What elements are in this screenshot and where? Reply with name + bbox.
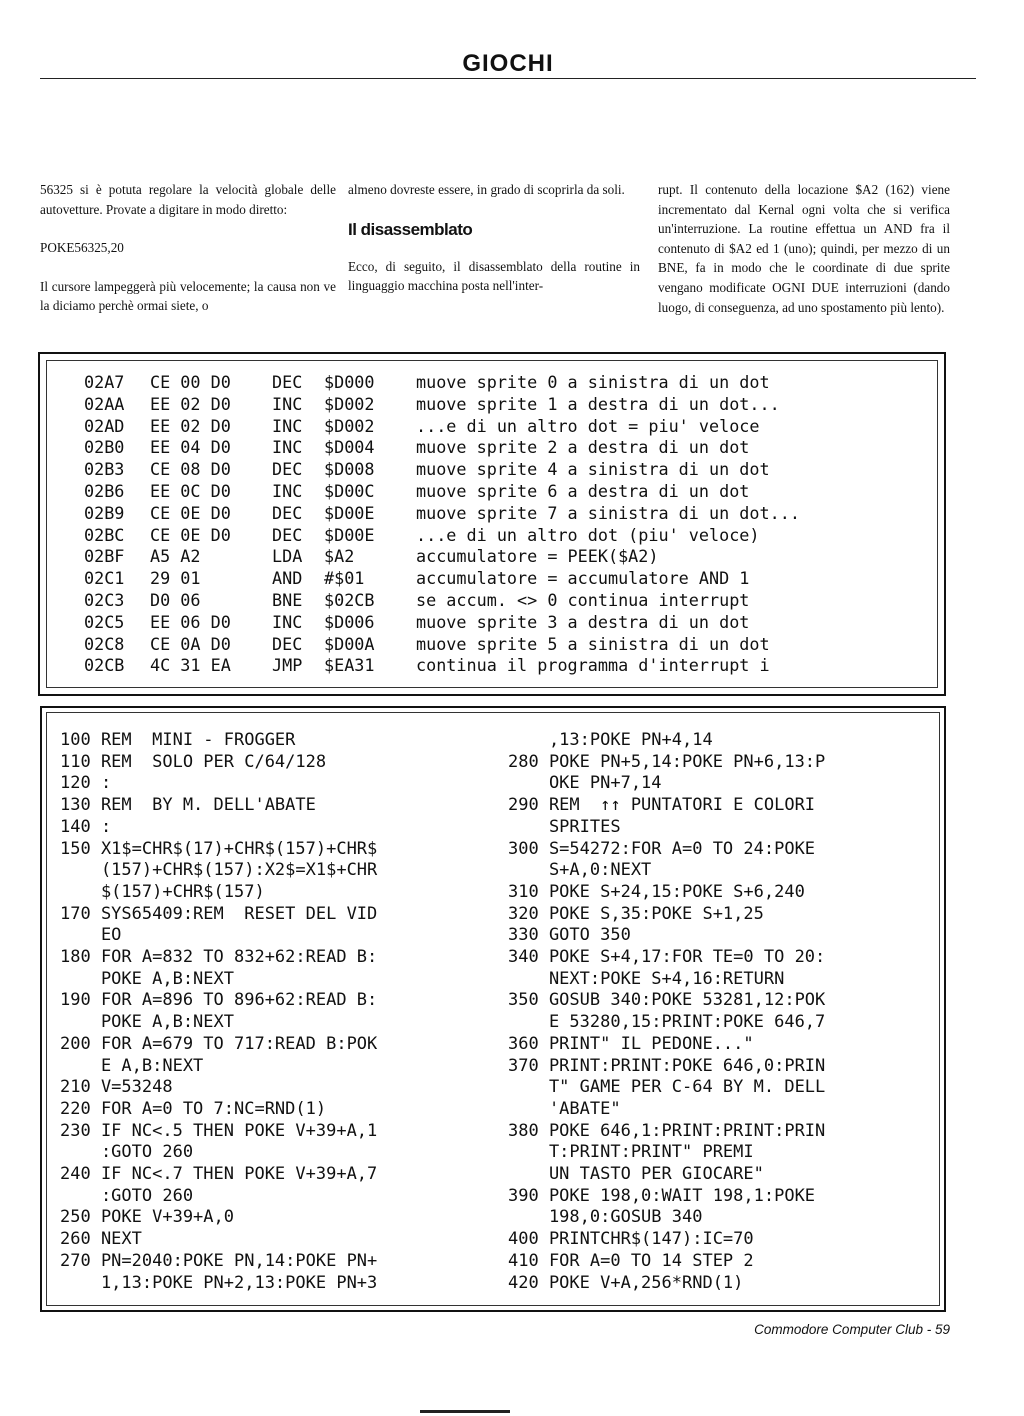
disassembly-mnemonic: INC — [272, 480, 303, 501]
disassembly-comment: continua il programma d'interrupt i — [416, 655, 770, 676]
disassembly-mnemonic: INC — [272, 611, 303, 632]
disassembly-comment: ...e di un altro dot (piu' veloce) — [416, 524, 760, 545]
disassembly-box — [38, 352, 946, 696]
disassembly-operand: $D002 — [324, 415, 375, 436]
basic-line: S+A,0:NEXT — [508, 860, 652, 881]
basic-line: 100 REM MINI - FROGGER — [60, 730, 296, 750]
bottom-rule — [420, 1410, 510, 1413]
paragraph: 56325 si è potuta regolare la velocità globale delle autovetture. Provate a digitare in modo diretto: — [40, 182, 336, 217]
basic-line: POKE A,B:NEXT — [60, 1012, 234, 1033]
basic-line: 330 GOTO 350 — [508, 925, 631, 946]
basic-line: 210 V=53248 — [60, 1077, 173, 1098]
basic-line: 420 POKE V+A,256*RND(1) — [508, 1272, 744, 1293]
disassembly-address: 02B9 — [84, 502, 125, 523]
basic-line: 200 FOR A=679 TO 717:READ B:POK — [60, 1033, 378, 1054]
disassembly-opcode-bytes: EE 04 D0 — [150, 437, 231, 458]
disassembly-row — [84, 394, 800, 416]
basic-line: 1,13:POKE PN+2,13:POKE PN+3 — [60, 1272, 378, 1293]
header-rule — [40, 78, 976, 79]
disassembly-row — [84, 612, 800, 634]
basic-line: 310 POKE S+24,15:POKE S+6,240 — [508, 881, 805, 902]
disassembly-row — [84, 546, 800, 568]
disassembly-operand: $D002 — [324, 393, 375, 414]
disassembly-comment: se accum. <> 0 continua interrupt — [416, 589, 750, 610]
basic-line: 260 NEXT — [60, 1229, 142, 1250]
disassembly-operand: $D00E — [324, 502, 375, 523]
disassembly-operand: $D00E — [324, 524, 375, 545]
basic-line: EO — [60, 925, 122, 946]
paragraph: rupt. Il contenuto della locazione $A2 (162) viene incrementato dal Kernal ogni volta che si verifica un'interruzione. La routine effettua un AND fra il contenuto di $A2 ed 1 (uno); quindi, per mezzo di un BNE, fa in modo che le coordinate di due sprite vengano modificate OGNI DUE interruzioni (dando luogo, di conseguenza, ad uno spostamento più lento). — [658, 182, 950, 315]
disassembly-row — [84, 634, 800, 656]
disassembly-operand: $D00A — [324, 633, 375, 654]
basic-line: 120 : — [60, 773, 112, 794]
basic-listing-box — [40, 706, 946, 1312]
page-footer: Commodore Computer Club - 59 — [754, 1322, 950, 1337]
basic-line: 410 FOR A=0 TO 14 STEP 2 — [508, 1250, 754, 1271]
disassembly-mnemonic: DEC — [272, 502, 303, 523]
basic-line: 380 POKE 646,1:PRINT:PRINT:PRIN — [508, 1120, 826, 1141]
basic-line: UN TASTO PER GIOCARE" — [508, 1164, 764, 1185]
disassembly-comment: muove sprite 1 a destra di un dot... — [416, 393, 780, 414]
disassembly-comment: muove sprite 6 a destra di un dot — [416, 480, 750, 501]
basic-line: SPRITES — [508, 816, 621, 837]
basic-line: 198,0:GOSUB 340 — [508, 1207, 703, 1228]
section-subheading: Il disassemblato — [348, 219, 473, 239]
disassembly-operand: $D00C — [324, 480, 375, 501]
basic-listing-left — [60, 730, 377, 1294]
basic-line: 110 REM SOLO PER C/64/128 — [60, 751, 327, 772]
disassembly-operand: $A2 — [324, 546, 355, 567]
disassembly-comment: muove sprite 7 a sinistra di un dot... — [416, 502, 800, 523]
basic-line: POKE A,B:NEXT — [60, 968, 234, 989]
basic-line: ,13:POKE PN+4,14 — [508, 730, 713, 750]
disassembly-comment: accumulatore = accumulatore AND 1 — [416, 568, 750, 589]
basic-line: 320 POKE S,35:POKE S+1,25 — [508, 903, 764, 924]
basic-line: 130 REM BY M. DELL'ABATE — [60, 795, 316, 816]
disassembly-address: 02BC — [84, 524, 125, 545]
section-title: GIOCHI — [462, 50, 554, 77]
disassembly-row — [84, 416, 800, 438]
paragraph: Ecco, di seguito, il disassemblato della routine in linguaggio macchina posta nell'inter- — [348, 258, 640, 294]
disassembly-row — [84, 525, 800, 547]
disassembly-row — [84, 655, 800, 677]
disassembly-opcode-bytes: EE 06 D0 — [150, 611, 231, 632]
disassembly-address: 02BF — [84, 546, 125, 567]
disassembly-row — [84, 568, 800, 590]
basic-line: T:PRINT:PRINT" PREMI — [508, 1142, 754, 1163]
basic-line: 300 S=54272:FOR A=0 TO 24:POKE — [508, 838, 816, 859]
basic-line: E A,B:NEXT — [60, 1055, 204, 1076]
disassembly-row — [84, 372, 800, 394]
basic-line: $(157)+CHR$(157) — [60, 881, 265, 902]
disassembly-operand: $D006 — [324, 611, 375, 632]
basic-line: 340 POKE S+4,17:FOR TE=0 TO 20: — [508, 947, 826, 968]
basic-line: 370 PRINT:PRINT:POKE 646,0:PRIN — [508, 1055, 826, 1076]
basic-line: 240 IF NC<.7 THEN POKE V+39+A,7 — [60, 1164, 378, 1185]
disassembly-opcode-bytes: CE 0E D0 — [150, 524, 231, 545]
disassembly-row — [84, 459, 800, 481]
disassembly-mnemonic: AND — [272, 568, 303, 589]
basic-line: 280 POKE PN+5,14:POKE PN+6,13:P — [508, 751, 826, 772]
basic-line: 150 X1$=CHR$(17)+CHR$(157)+CHR$ — [60, 838, 378, 859]
disassembly-listing — [84, 372, 800, 677]
basic-line: :GOTO 260 — [60, 1142, 194, 1163]
disassembly-address: 02CB — [84, 655, 125, 676]
disassembly-address: 02B3 — [84, 459, 125, 480]
basic-line: 230 IF NC<.5 THEN POKE V+39+A,1 — [60, 1120, 378, 1141]
basic-line: 'ABATE" — [508, 1098, 621, 1119]
disassembly-address: 02A7 — [84, 372, 125, 392]
disassembly-row — [84, 437, 800, 459]
code-inline: POKE56325,20 — [40, 240, 124, 256]
disassembly-opcode-bytes: CE 08 D0 — [150, 459, 231, 480]
disassembly-mnemonic: DEC — [272, 633, 303, 654]
disassembly-row — [84, 590, 800, 612]
disassembly-mnemonic: INC — [272, 437, 303, 458]
basic-line: NEXT:POKE S+4,16:RETURN — [508, 968, 785, 989]
basic-line: (157)+CHR$(157):X2$=X1$+CHR — [60, 860, 378, 881]
disassembly-mnemonic: DEC — [272, 372, 303, 392]
basic-line: 140 : — [60, 816, 112, 837]
disassembly-mnemonic: BNE — [272, 589, 303, 610]
disassembly-comment: muove sprite 2 a destra di un dot — [416, 437, 750, 458]
disassembly-row — [84, 503, 800, 525]
disassembly-address: 02C1 — [84, 568, 125, 589]
basic-line: 220 FOR A=0 TO 7:NC=RND(1) — [60, 1098, 327, 1119]
disassembly-mnemonic: LDA — [272, 546, 303, 567]
disassembly-row — [84, 481, 800, 503]
basic-line: 360 PRINT" IL PEDONE..." — [508, 1033, 754, 1054]
disassembly-operand: $D004 — [324, 437, 375, 458]
basic-line: 180 FOR A=832 TO 832+62:READ B: — [60, 947, 378, 968]
basic-line: T" GAME PER C-64 BY M. DELL — [508, 1077, 826, 1098]
paragraph: almeno dovreste essere, in grado di scoprirla da soli. — [348, 182, 625, 197]
disassembly-comment: muove sprite 3 a destra di un dot — [416, 611, 750, 632]
text-column-3 — [658, 180, 950, 317]
basic-line: 390 POKE 198,0:WAIT 198,1:POKE — [508, 1185, 816, 1206]
disassembly-address: 02B6 — [84, 480, 125, 501]
disassembly-opcode-bytes: EE 02 D0 — [150, 415, 231, 436]
basic-line: 270 PN=2040:POKE PN,14:POKE PN+ — [60, 1250, 378, 1271]
disassembly-mnemonic: JMP — [272, 655, 303, 676]
basic-line: 170 SYS65409:REM RESET DEL VID — [60, 903, 378, 924]
disassembly-opcode-bytes: CE 00 D0 — [150, 372, 231, 392]
disassembly-mnemonic: INC — [272, 415, 303, 436]
basic-line: 350 GOSUB 340:POKE 53281,12:POK — [508, 990, 826, 1011]
disassembly-mnemonic: DEC — [272, 459, 303, 480]
disassembly-comment: muove sprite 5 a sinistra di un dot — [416, 633, 770, 654]
disassembly-address: 02AD — [84, 415, 125, 436]
text-column-1 — [40, 180, 336, 316]
disassembly-address: 02C3 — [84, 589, 125, 610]
disassembly-mnemonic: INC — [272, 393, 303, 414]
basic-line: 290 REM ↑↑ PUNTATORI E COLORI — [508, 795, 816, 816]
disassembly-opcode-bytes: CE 0E D0 — [150, 502, 231, 523]
basic-line: :GOTO 260 — [60, 1185, 194, 1206]
disassembly-address: 02C5 — [84, 611, 125, 632]
basic-line: 250 POKE V+39+A,0 — [60, 1207, 234, 1228]
disassembly-comment: muove sprite 4 a sinistra di un dot — [416, 459, 770, 480]
basic-line: OKE PN+7,14 — [508, 773, 662, 794]
paragraph: Il cursore lampeggerà più velocemente; la causa non ve la diciamo perchè ormai siete, o — [40, 278, 336, 314]
disassembly-opcode-bytes: CE 0A D0 — [150, 633, 231, 654]
disassembly-comment: ...e di un altro dot = piu' veloce — [416, 415, 760, 436]
disassembly-operand: $D000 — [324, 372, 375, 392]
disassembly-opcode-bytes: 29 01 — [150, 568, 201, 589]
disassembly-opcode-bytes: 4C 31 EA — [150, 655, 231, 676]
disassembly-comment: accumulatore = PEEK($A2) — [416, 546, 659, 567]
basic-listing-right — [508, 730, 825, 1294]
disassembly-address: 02C8 — [84, 633, 125, 654]
disassembly-operand: $02CB — [324, 589, 375, 610]
disassembly-opcode-bytes: EE 0C D0 — [150, 480, 231, 501]
disassembly-operand: #$01 — [324, 568, 365, 589]
text-column-2 — [348, 180, 640, 296]
basic-line: E 53280,15:PRINT:POKE 646,7 — [508, 1012, 826, 1033]
disassembly-opcode-bytes: A5 A2 — [150, 546, 201, 567]
basic-line: 190 FOR A=896 TO 896+62:READ B: — [60, 990, 378, 1011]
disassembly-address: 02B0 — [84, 437, 125, 458]
basic-line: 400 PRINTCHR$(147):IC=70 — [508, 1229, 754, 1250]
disassembly-comment: muove sprite 0 a sinistra di un dot — [416, 372, 770, 392]
disassembly-opcode-bytes: EE 02 D0 — [150, 393, 231, 414]
disassembly-operand: $D008 — [324, 459, 375, 480]
disassembly-address: 02AA — [84, 393, 125, 414]
disassembly-operand: $EA31 — [324, 655, 375, 676]
disassembly-mnemonic: DEC — [272, 524, 303, 545]
disassembly-opcode-bytes: D0 06 — [150, 589, 201, 610]
